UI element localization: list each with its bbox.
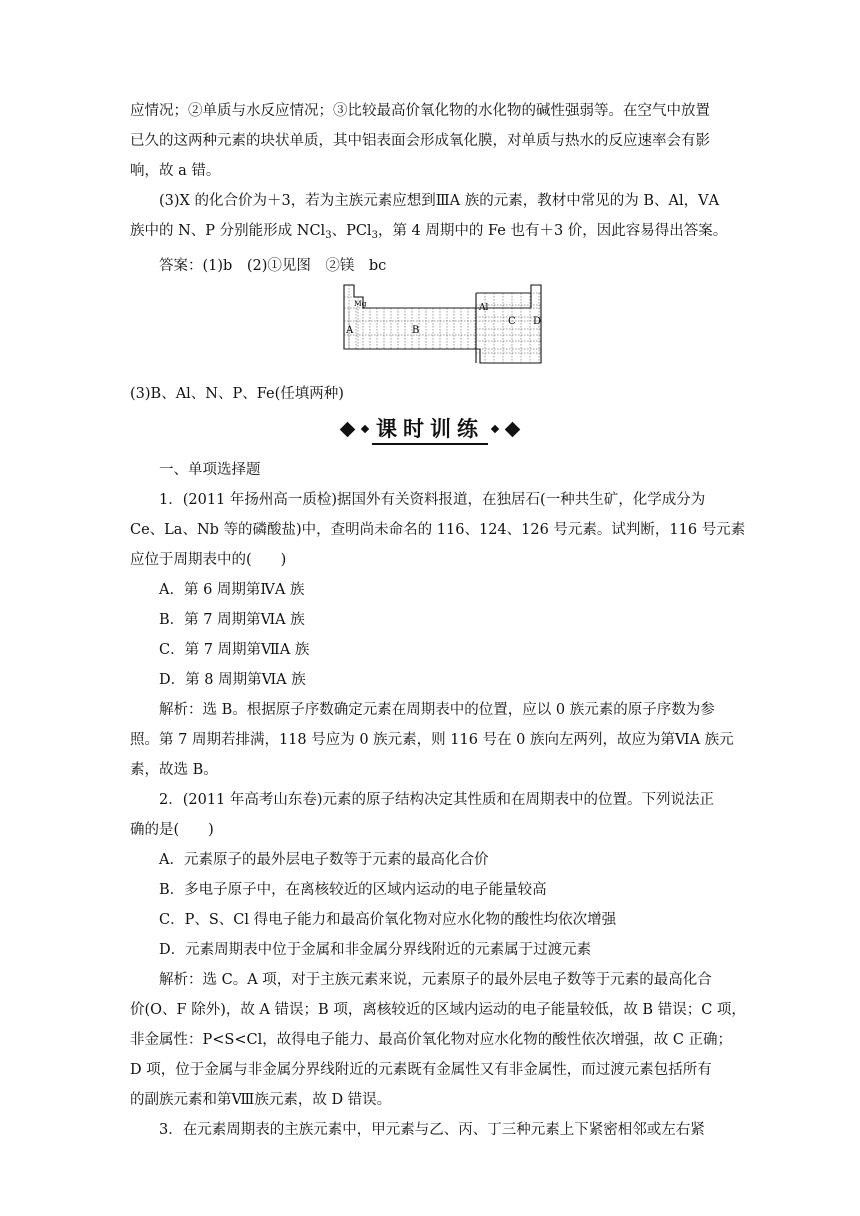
question-2-line: 确的是( )	[130, 822, 214, 838]
question-1-line: Ce、La、Nb 等的磷酸盐)中，查明尚未命名的 116、124、126 号元素。试判断，116 号元素	[130, 522, 746, 538]
periodic-table-figure	[130, 283, 730, 375]
diamond-icon	[340, 421, 356, 437]
label-Al: Al	[479, 303, 489, 313]
explanation-line: 非金属性：P<S<Cl，故得电子能力、最高价氧化物对应水化物的酸性依次增强，故 C 正确；	[130, 1032, 733, 1048]
diamond-icon	[505, 421, 521, 437]
explanation-line: 价(O、F 除外)，故 A 错误；B 项，离核较近的区域内运动的电子能量较低，故 B 错误；C 项，	[130, 1002, 746, 1018]
question-1-line: 1．(2011 年扬州高一质检)据国外有关资料报道，在独居石(一种共生矿，化学成分为	[159, 492, 706, 508]
answer3-line: (3)B、Al、N、P、Fe(任填两种)	[130, 386, 344, 402]
explanation-line: D 项，位于金属与非金属分界线附近的元素既有金属性又有非金属性，而过渡元素包括所有	[130, 1062, 712, 1078]
label-D: D	[533, 316, 542, 327]
option-d: D．元素周期表中位于金属和非金属分界线附近的元素属于过渡元素	[159, 942, 592, 958]
label-Mg: Mg	[354, 299, 367, 308]
option-b: B．多电子原子中，在离核较近的区域内运动的电子能量较高	[159, 882, 547, 898]
answer-line: 答案：(1)b (2)①见图 ②镁 bc	[159, 258, 387, 274]
banner-title: 课时训练	[372, 413, 488, 445]
q3-explanation-line2: 族中的 N、P 分别能形成 NCl$_3$、PCl$_3$，第 4 周期中的 Fe 也有＋3 价，因此容易得出答案。	[130, 223, 728, 241]
option-a: A．第 6 周期第ⅣA 族	[159, 582, 305, 598]
q3-explanation-line1: (3)X 的化合价为＋3，若为主族元素应想到ⅢA 族的元素，教材中常见的为 B、Al，ⅤA	[159, 193, 720, 209]
explanation-line: 照。第 7 周期若排满，118 号应为 0 族元素，则 116 号在 0 族向左两列，故应为第ⅥA 族元	[130, 732, 734, 748]
text-line: 已久的这两种元素的块状单质，其中铝表面会形成氧化膜，对单质与热水的反应速率会有影	[130, 133, 710, 149]
explanation-line: 素，故选 B。	[130, 762, 218, 778]
question-2-line: 2．(2011 年高考山东卷)元素的原子结构决定其性质和在周期表中的位置。下列说法正	[159, 792, 715, 808]
diamond-icon	[361, 425, 369, 433]
periodic-table-sketch	[340, 283, 550, 371]
text-line: 响，故 a 错。	[130, 163, 221, 179]
question-3-line: 3．在元素周期表的主族元素中，甲元素与乙、丙、丁三种元素上下紧密相邻或左右紧	[159, 1122, 705, 1138]
explanation-line: 解析：选 B。根据原子序数确定元素在周期表中的位置，应以 0 族元素的原子序数为参	[159, 702, 715, 718]
option-a: A．元素原子的最外层电子数等于元素的最高化合价	[159, 852, 489, 868]
explanation-line: 的副族元素和第Ⅷ族元素，故 D 错误。	[130, 1092, 392, 1108]
option-c: C．第 7 周期第ⅦA 族	[159, 642, 310, 658]
option-c: C．P、S、Cl 得电子能力和最高价氧化物对应水化物的酸性均依次增强	[159, 912, 617, 928]
label-A: A	[346, 325, 354, 336]
label-B: B	[412, 325, 420, 336]
section-banner	[130, 409, 730, 449]
text-line: 应情况；②单质与水反应情况；③比较最高价氧化物的水化物的碱性强弱等。在空气中放置	[130, 103, 710, 119]
option-b: B．第 7 周期第ⅥA 族	[159, 612, 305, 628]
section-heading: 一、单项选择题	[159, 462, 261, 478]
document-page	[130, 96, 746, 1145]
explanation-line: 解析：选 C。A 项，对于主族元素来说，元素原子的最外层电子数等于元素的最高化合	[159, 972, 712, 988]
question-1-line: 应位于周期表中的( )	[130, 552, 287, 568]
label-C: C	[508, 316, 516, 327]
option-d: D．第 8 周期第ⅥA 族	[159, 672, 306, 688]
diamond-icon	[491, 425, 499, 433]
